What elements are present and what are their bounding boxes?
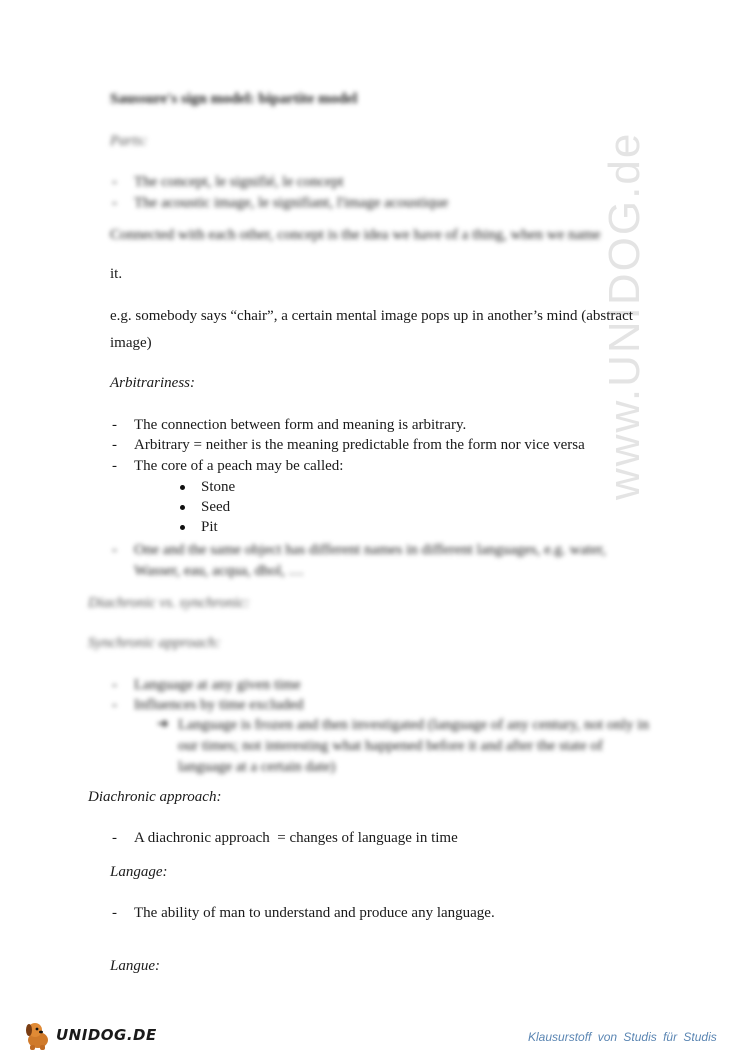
peach-item-seed: Seed xyxy=(201,499,231,515)
sync-arrow-line-3: language at a certain date) xyxy=(178,759,336,775)
dash-marker: - xyxy=(112,417,117,433)
arb-item-4-line-1: One and the same object has different names in different languages, e.g. water, xyxy=(134,542,607,558)
sync-item-1: Language at any given time xyxy=(134,677,301,693)
sync-arrow-line-2: our times; not interesting what happened before it and after the state of xyxy=(178,738,603,754)
diachronic-vs-synchronic-label: Diachronic vs. synchronic: xyxy=(88,595,250,611)
it-line: it. xyxy=(110,266,123,282)
diachronic-label: Diachronic approach: xyxy=(88,789,222,805)
peach-item-stone: Stone xyxy=(201,479,236,495)
parts-item-acoustic: The acoustic image, le signifiant, l'image acoustique xyxy=(134,195,449,211)
arb-item-4-line-2: Wasser, eau, acqua, dhol, … xyxy=(134,563,304,579)
peach-item-pit: Pit xyxy=(201,519,218,533)
section-heading: Saussure's sign model: bipartite model xyxy=(110,91,358,107)
dash-marker: - xyxy=(112,174,117,190)
diachronic-item: A diachronic approach = changes of language in time xyxy=(134,830,458,846)
dog-mascot-icon xyxy=(22,1018,56,1052)
dash-marker: - xyxy=(112,830,117,846)
logo-text: UNIDOG.DE xyxy=(56,1026,157,1044)
connected-paragraph: Connected with each other, concept is the idea we have of a thing, when we name xyxy=(110,227,601,243)
langage-label: Langage: xyxy=(110,864,168,880)
watermark: www.UNIDOG.de xyxy=(600,131,649,500)
synchronic-label: Synchronic approach: xyxy=(88,635,221,651)
bullet-dot xyxy=(180,525,185,530)
dash-marker: - xyxy=(112,458,117,474)
unidog-logo[interactable] xyxy=(22,1018,162,1052)
arb-item-1: The connection between form and meaning is arbitrary. xyxy=(134,417,467,433)
arbitrariness-label: Arbitrariness: xyxy=(110,375,196,391)
dash-marker: - xyxy=(112,677,117,693)
parts-item-concept: The concept, le signifié, le concept xyxy=(134,174,344,190)
example-line-1: e.g. somebody says “chair”, a certain mental image pops up in another’s mind (abstract xyxy=(110,308,633,324)
dash-marker: - xyxy=(112,195,117,211)
dash-marker: - xyxy=(112,437,117,453)
footer-tagline: Klausurstoff von Studis für Studis xyxy=(528,1030,717,1044)
example-line-2: image) xyxy=(110,335,152,351)
dash-marker: - xyxy=(112,542,117,558)
parts-label: Parts: xyxy=(110,133,148,149)
langue-label: Langue: xyxy=(110,958,160,974)
arb-item-2: Arbitrary = neither is the meaning predictable from the form nor vice versa xyxy=(134,437,585,453)
langage-item: The ability of man to understand and produce any language. xyxy=(134,905,495,921)
sync-arrow-line-1: Language is frozen and then investigated (language of any century, not only in xyxy=(178,717,649,733)
arrow-bullet-icon: ➜ xyxy=(157,717,169,732)
dash-marker: - xyxy=(112,905,117,921)
bullet-dot xyxy=(180,505,185,510)
bullet-dot xyxy=(180,485,185,490)
sync-item-2: Influences by time excluded xyxy=(134,697,304,713)
arb-item-3: The core of a peach may be called: xyxy=(134,458,344,474)
dash-marker: - xyxy=(112,697,117,713)
